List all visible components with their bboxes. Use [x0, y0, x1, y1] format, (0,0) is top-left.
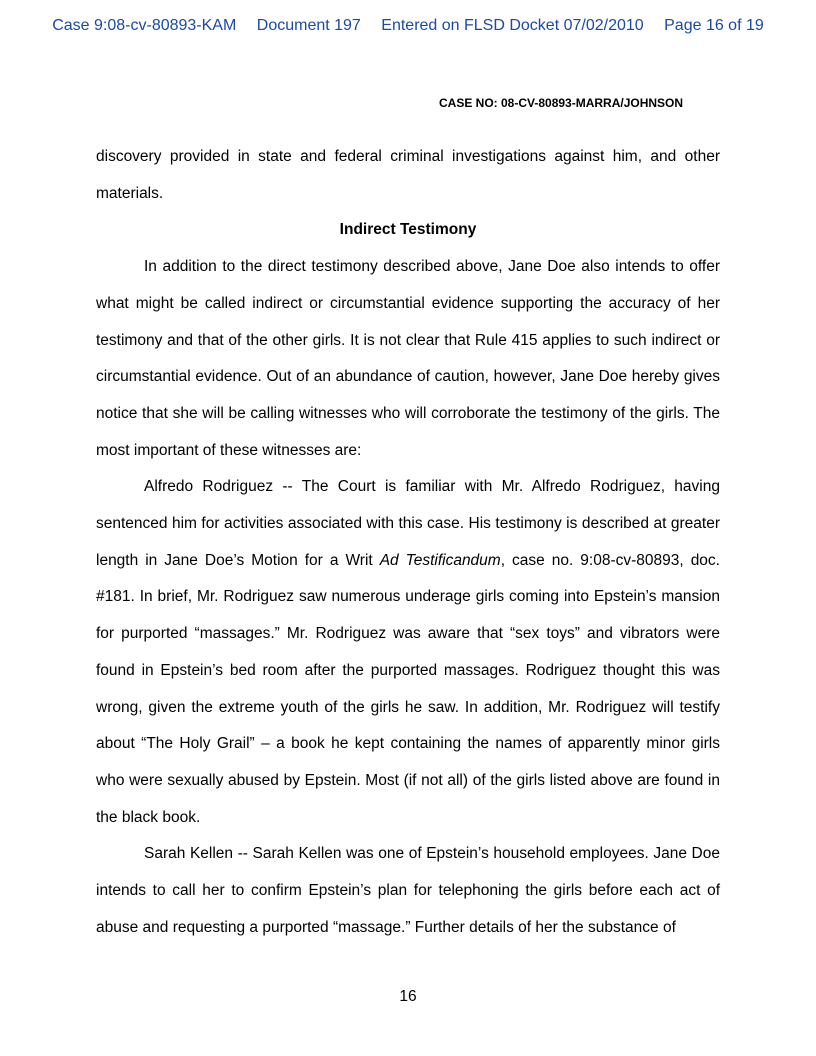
paragraph-rodriguez-italic: Ad Testificandum	[379, 551, 501, 569]
stamp-page-count: Page 16 of 19	[664, 17, 764, 34]
stamp-document-number: Document 197	[256, 17, 361, 34]
stamp-case-number: Case 9:08-cv-80893-KAM	[52, 17, 237, 34]
paragraph-indirect-testimony: In addition to the direct testimony described above, Jane Doe also intends to offer what might be called indirect or circumstantial evidence supporting the accuracy of her testimony and that of the other girls. It is not clear that Rule 415 applies to such indirect or circumstantial evidence. Out of an abundance of caution, however, Jane Doe hereby gives notice that she will be calling witnesses who will corroborate the testimony of the girls. The most important of these witnesses are:	[96, 258, 720, 459]
paragraph-rodriguez	[96, 469, 720, 836]
document-body	[96, 139, 720, 946]
paragraph-continuation: discovery provided in state and federal criminal investigations against him, and other materials.	[96, 148, 720, 202]
paragraph-rodriguez-text-1: Alfredo Rodriguez -- The Court is familiar with Mr. Alfredo Rodriguez, having sentenced him for activities associated with this case. His testimony is described at greater length in Jane Doe’s Motion for a Writ	[96, 478, 720, 569]
stamp-entered-date: Entered on FLSD Docket 07/02/2010	[381, 17, 644, 34]
section-heading: Indirect Testimony	[339, 221, 477, 239]
court-filing-stamp	[0, 17, 816, 35]
page-number: 16	[399, 988, 417, 1005]
paragraph-rodriguez-text-2: , case no. 9:08-cv-80893, doc. #181. In brief, Mr. Rodriguez saw numerous underage girls coming into Epstein’s mansion for purported “massages.” Mr. Rodriguez was aware that “sex toys” and vibrators were found in Epstein’s bed room after the purported massages. Rodriguez thought this was wrong, given the extreme youth of the girls he saw. In addition, Mr. Rodriguez will testify about “The Holy Grail” – a book he kept containing the names of apparently minor girls who were sexually abused by Epstein. Most (if not all) of the girls listed above are found in the black book.	[96, 551, 720, 826]
paragraph-kellen: Sarah Kellen -- Sarah Kellen was one of Epstein’s household employees. Jane Doe intends to call her to confirm Epstein’s plan for telephoning the girls before each act of abuse and requesting a purported “massage.” Further details of her the substance of	[96, 845, 720, 936]
case-number-header: CASE NO: 08-CV-80893-MARRA/JOHNSON	[439, 96, 684, 110]
